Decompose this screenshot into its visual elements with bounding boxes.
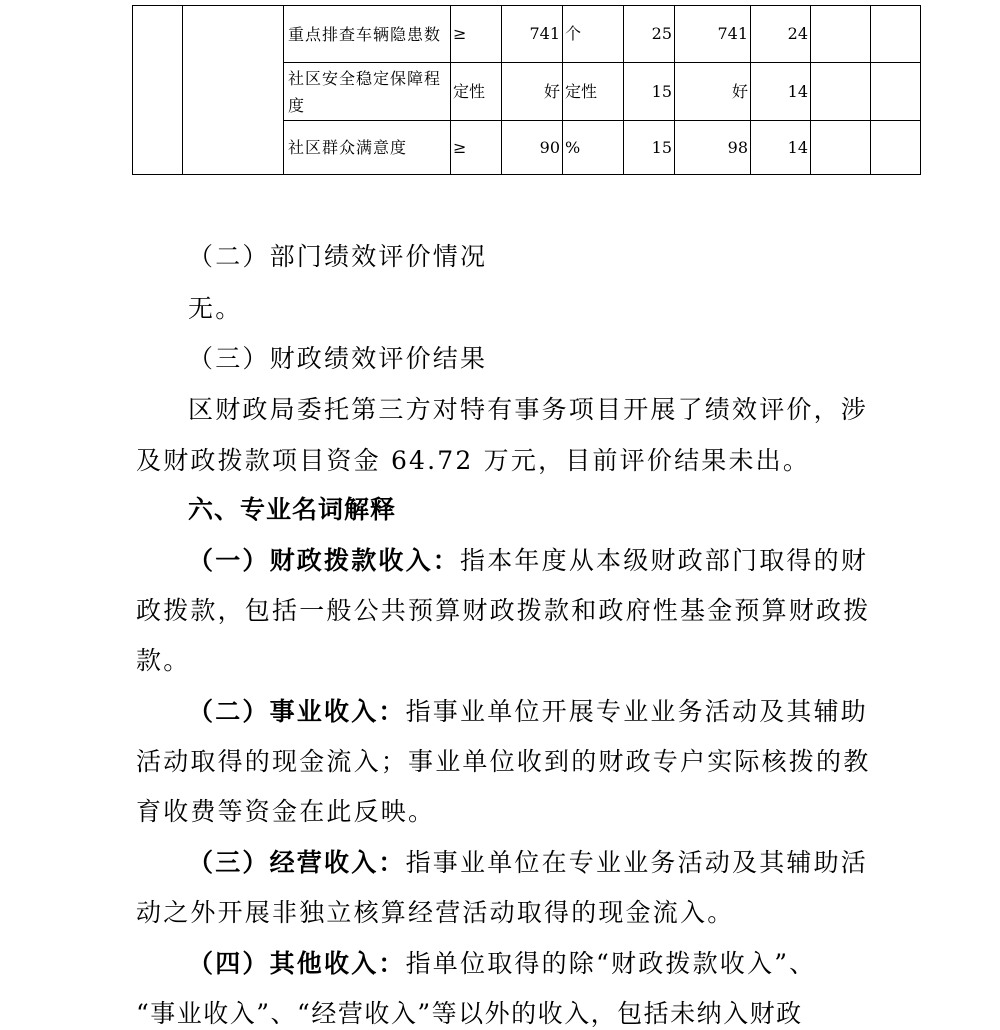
term-definition: 指本年度从本级财政部门取得的财 (460, 546, 869, 575)
score-cell: 14 (751, 121, 811, 175)
table-cell-empty (811, 63, 871, 121)
unit-cell: 个 (563, 6, 624, 63)
table-cell-empty (871, 121, 921, 175)
table-cell-empty (133, 6, 183, 175)
target-cell: 90 (502, 121, 563, 175)
glossary-term-1 (188, 546, 928, 576)
paragraph-line: 区财政局委托第三方对特有事务项目开展了绩效评价，涉 (188, 395, 869, 424)
term-label: （三）经营收入： (188, 848, 406, 877)
section-heading-fiscal-evaluation: （三）财政绩效评价结果 (188, 344, 488, 373)
glossary-term-3 (188, 848, 928, 878)
indicator-cell: 社区群众满意度 (284, 121, 451, 175)
dept-evaluation-text: 无。 (188, 294, 243, 323)
table-cell-empty (871, 6, 921, 63)
target-cell: 好 (502, 63, 563, 121)
operator-cell: ≥ (451, 6, 502, 63)
score-cell: 24 (751, 6, 811, 63)
term-label: （一）财政拨款收入： (188, 546, 461, 575)
paragraph-line: 政拨款，包括一般公共预算财政拨款和政府性基金预算财政拨 (136, 596, 871, 625)
actual-cell: 741 (675, 6, 751, 63)
weight-cell: 25 (624, 6, 675, 63)
weight-cell: 15 (624, 63, 675, 121)
score-cell: 14 (751, 63, 811, 121)
unit-cell: 定性 (563, 63, 624, 121)
section-heading-dept-evaluation: （二）部门绩效评价情况 (188, 242, 488, 271)
performance-table (132, 5, 921, 175)
section-heading-glossary: 六、专业名词解释 (188, 495, 397, 524)
indicator-cell: 重点排查车辆隐患数 (284, 6, 451, 63)
target-cell: 741 (502, 6, 563, 63)
glossary-term-4 (188, 949, 928, 979)
glossary-term-2 (188, 697, 928, 727)
operator-cell: 定性 (451, 63, 502, 121)
paragraph-line: 育收费等资金在此反映。 (136, 797, 436, 826)
actual-cell: 好 (675, 63, 751, 121)
table-cell-empty (811, 6, 871, 63)
paragraph-line: “事业收入”、“经营收入”等以外的收入，包括未纳入财政 (136, 999, 803, 1028)
term-definition: 指单位取得的除“财政拨款收入”、 (405, 949, 817, 978)
paragraph-line: 动之外开展非独立核算经营活动取得的现金流入。 (136, 898, 735, 927)
paragraph-line: 款。 (136, 646, 191, 675)
table-cell-empty (871, 63, 921, 121)
indicator-cell: 社区安全稳定保障程度 (284, 63, 451, 121)
unit-cell: % (563, 121, 624, 175)
paragraph-line: 及财政拨款项目资金 64.72 万元，目前评价结果未出。 (136, 446, 811, 475)
term-definition: 指事业单位在专业业务活动及其辅助活 (405, 848, 869, 877)
paragraph-line: 活动取得的现金流入；事业单位收到的财政专户实际核拨的教 (136, 747, 871, 776)
term-definition: 指事业单位开展专业业务活动及其辅助 (405, 697, 869, 726)
table-cell-empty (811, 121, 871, 175)
weight-cell: 15 (624, 121, 675, 175)
table-row (133, 6, 921, 63)
operator-cell: ≥ (451, 121, 502, 175)
actual-cell: 98 (675, 121, 751, 175)
table-cell-empty (183, 6, 284, 175)
term-label: （二）事业收入： (188, 697, 406, 726)
term-label: （四）其他收入： (188, 949, 406, 978)
